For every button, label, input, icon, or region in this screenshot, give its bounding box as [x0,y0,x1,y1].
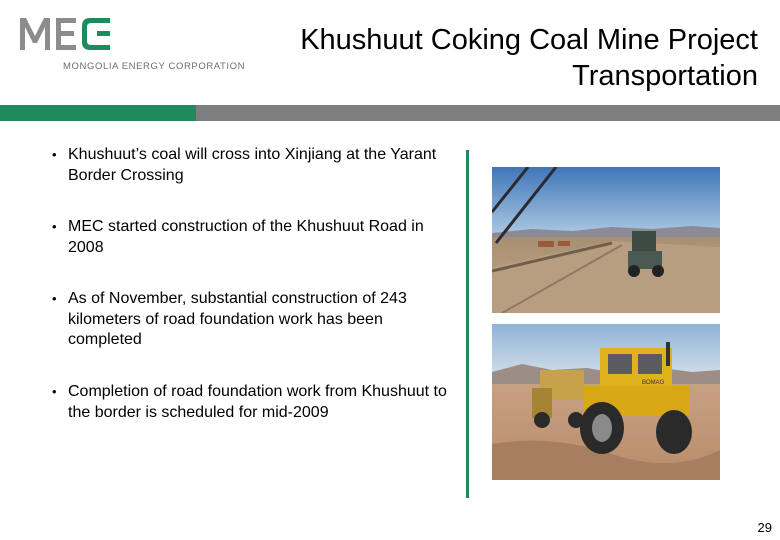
bullet-text: Completion of road foundation work from Khushuut to the border is scheduled for mid-2009 [68,383,447,421]
logo-caption: MONGOLIA ENERGY CORPORATION [63,61,246,72]
road-roller-photo [492,324,720,480]
header-bar-gray [196,105,780,121]
vertical-divider [466,150,469,498]
bullet-marker: • [52,219,57,234]
roller-brand-label: BOMAG [642,380,665,386]
bullet-text: Khushuut’s coal will cross into Xinjiang at the Yarant Border Crossing [68,146,437,184]
header-bar-green [0,105,196,121]
mec-logo-icon [18,14,118,54]
bullet-text: As of November, substantial construction of 243 kilometers of road foundation work has been completed [68,290,407,348]
bullet-marker: • [52,291,57,306]
bullet-marker: • [52,147,57,162]
road-construction-photo [492,167,720,313]
title-line-2: Transportation [572,60,758,92]
bullet-item [52,382,452,423]
slide-title [238,22,758,94]
bullet-text: MEC started construction of the Khushuut Road in 2008 [68,218,424,256]
bullet-item [52,145,452,186]
page-number: 29 [757,520,772,535]
bullet-marker: • [52,384,57,399]
bullet-item [52,217,452,258]
title-line-1: Khushuut Coking Coal Mine Project [300,24,758,56]
bullet-item [52,289,452,351]
